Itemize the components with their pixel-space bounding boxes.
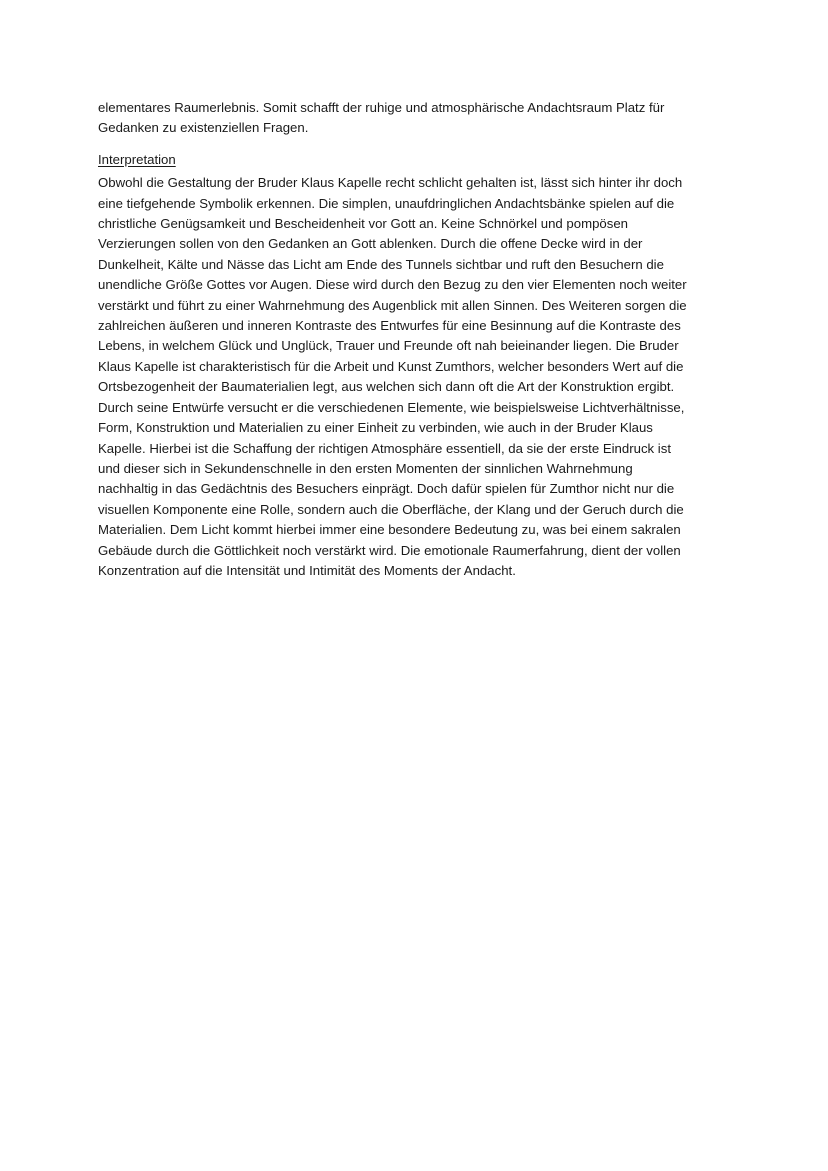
text-line: Kapelle. Hierbei ist die Schaffung der richtigen Atmosphäre essentiell, da sie der erste Eindruck ist bbox=[98, 440, 671, 456]
text-line: Form, Konstruktion und Materialien zu einer Einheit zu verbinden, wie auch in der Bruder Klaus bbox=[98, 420, 653, 436]
intro-paragraph bbox=[98, 98, 732, 139]
text-line: christliche Genügsamkeit und Bescheidenheit vor Gott an. Keine Schnörkel und pompösen bbox=[98, 216, 629, 232]
text-line: Lebens, in welchem Glück und Unglück, Trauer und Freunde oft nah beieinander liegen. Die Bruder bbox=[98, 338, 679, 354]
text-line: Materialien. Dem Licht kommt hierbei immer eine besondere Bedeutung zu, was bei einem sakralen bbox=[98, 522, 681, 538]
text-line: unendliche Größe Gottes vor Augen. Diese wird durch den Bezug zu den vier Elementen noch weiter bbox=[98, 277, 687, 293]
text-line: Verzierungen sollen von den Gedanken an Gott ablenken. Durch die offene Decke wird in der bbox=[98, 236, 643, 252]
text-line: nachhaltig in das Gedächtnis des Besuchers einprägt. Doch dafür spielen für Zumthor nicht nur die bbox=[98, 481, 675, 497]
text-line: zahlreichen äußeren und inneren Kontraste des Entwurfes für eine Besinnung auf die Kontraste des bbox=[98, 318, 681, 334]
text-line: Obwohl die Gestaltung der Bruder Klaus Kapelle recht schlicht gehalten ist, lässt sich hinter ihr doch bbox=[98, 175, 683, 191]
text-line: elementares Raumerlebnis. Somit schafft der ruhige und atmosphärische Andachtsraum Platz für bbox=[98, 100, 665, 115]
text-line: visuellen Komponente eine Rolle, sondern auch die Oberfläche, der Klang und der Geruch durch die bbox=[98, 501, 684, 517]
text-line: Klaus Kapelle ist charakteristisch für die Arbeit und Kunst Zumthors, welcher besonders Wert auf die bbox=[98, 358, 684, 374]
text-line: verstärkt und führt zu einer Wahrnehmung des Augenblick mit allen Sinnen. Des Weiteren sorgen die bbox=[98, 297, 687, 313]
text-line: Konzentration auf die Intensität und Intimität des Moments der Andacht. bbox=[98, 562, 516, 578]
document-body bbox=[98, 98, 732, 581]
text-line: und dieser sich in Sekundenschnelle in den ersten Momenten der sinnlichen Wahrnehmung bbox=[98, 460, 633, 476]
text-line: Durch seine Entwürfe versucht er die verschiedenen Elemente, wie beispielsweise Lichtverhältnisse, bbox=[98, 399, 685, 415]
text-line: Ortsbezogenheit der Baumaterialien legt, aus welchen sich dann oft die Art der Konstruktion ergibt. bbox=[98, 379, 675, 395]
interpretation-paragraph bbox=[98, 173, 732, 581]
text-line: eine tiefgehende Symbolik erkennen. Die simplen, unaufdringlichen Andachtsbänke spielen auf die bbox=[98, 195, 675, 211]
text-line: Gedanken zu existenziellen Fragen. bbox=[98, 120, 309, 136]
text-line: Dunkelheit, Kälte und Nässe das Licht am Ende des Tunnels sichtbar und ruft den Besuchern die bbox=[98, 256, 664, 272]
text-line: Gebäude durch die Göttlichkeit noch verstärkt wird. Die emotionale Raumerfahrung, dient der vollen bbox=[98, 542, 681, 558]
section-heading-interpretation: Interpretation bbox=[98, 151, 176, 167]
